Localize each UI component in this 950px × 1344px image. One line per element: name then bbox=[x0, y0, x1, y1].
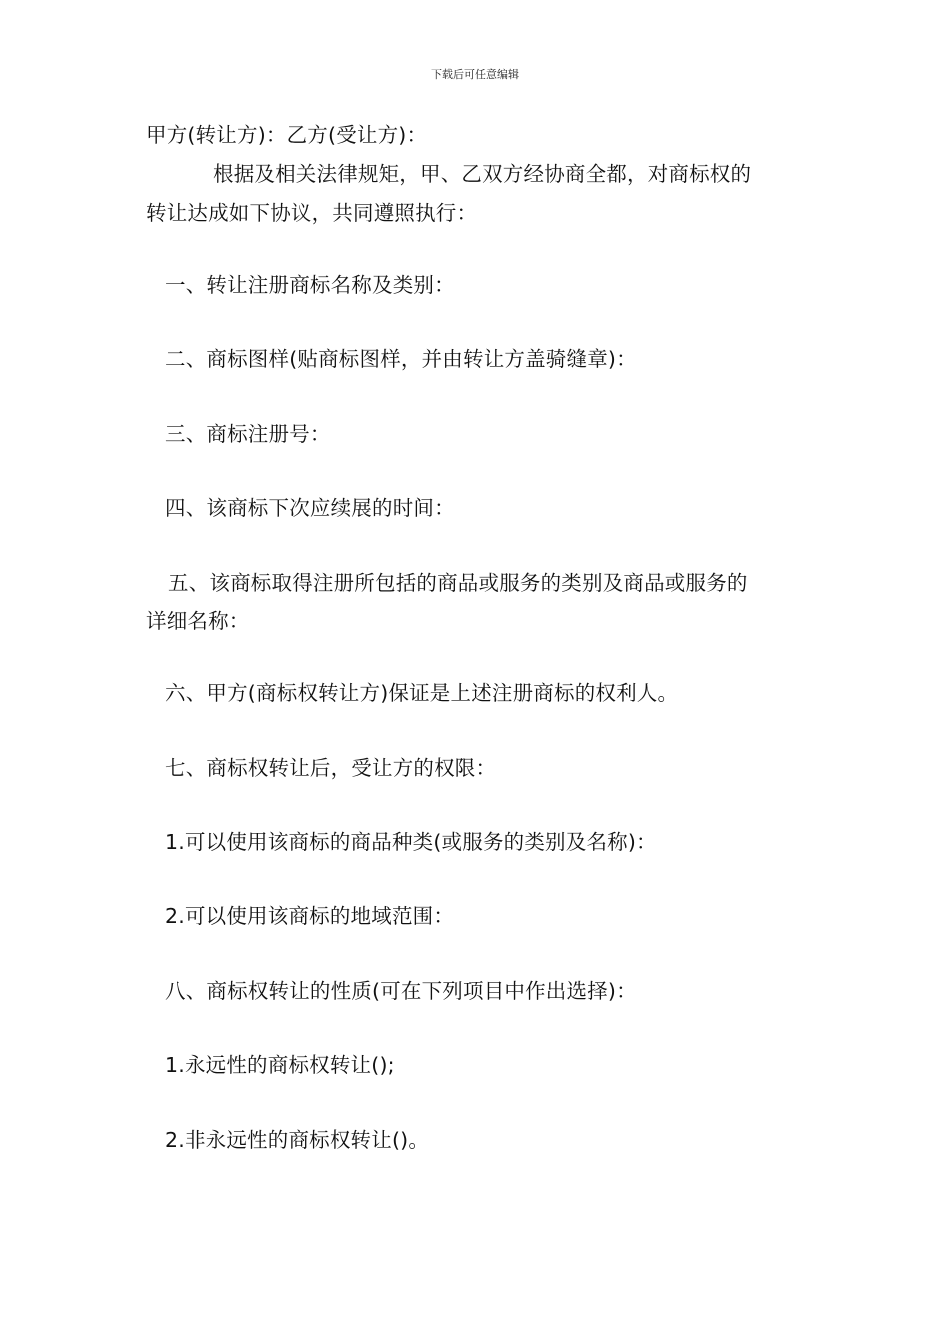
intro-paragraph-line-1: 根据及相关法律规矩，甲、乙双方经协商全都，对商标权的 bbox=[213, 162, 752, 186]
clause-7-item-2: 2.可以使用该商标的地域范围： bbox=[165, 904, 455, 928]
clause-6: 六、甲方(商标权转让方)保证是上述注册商标的权利人。 bbox=[165, 681, 679, 705]
clause-5-line-2: 详细名称： bbox=[146, 609, 250, 633]
page-header-note: 下载后可任意编辑 bbox=[431, 68, 519, 81]
clause-2: 二、商标图样(贴商标图样，并由转让方盖骑缝章)： bbox=[165, 347, 637, 371]
intro-paragraph-line-2: 转让达成如下协议，共同遵照执行： bbox=[146, 201, 478, 225]
clause-8-option-2: 2.非永远性的商标权转让()。 bbox=[165, 1128, 430, 1152]
clause-7: 七、商标权转让后，受让方的权限： bbox=[165, 756, 497, 780]
clause-4: 四、该商标下次应续展的时间： bbox=[165, 496, 455, 520]
clause-8-option-1: 1.永远性的商标权转让(); bbox=[165, 1053, 395, 1077]
clause-1: 一、转让注册商标名称及类别： bbox=[165, 273, 455, 297]
clause-8: 八、商标权转让的性质(可在下列项目中作出选择)： bbox=[165, 979, 637, 1003]
clause-3: 三、商标注册号： bbox=[165, 422, 331, 446]
party-line: 甲方(转让方)：乙方(受让方)： bbox=[146, 123, 428, 147]
clause-5-line-1: 五、该商标取得注册所包括的商品或服务的类别及商品或服务的 bbox=[168, 571, 748, 595]
clause-7-item-1: 1.可以使用该商标的商品种类(或服务的类别及名称)： bbox=[165, 830, 657, 854]
